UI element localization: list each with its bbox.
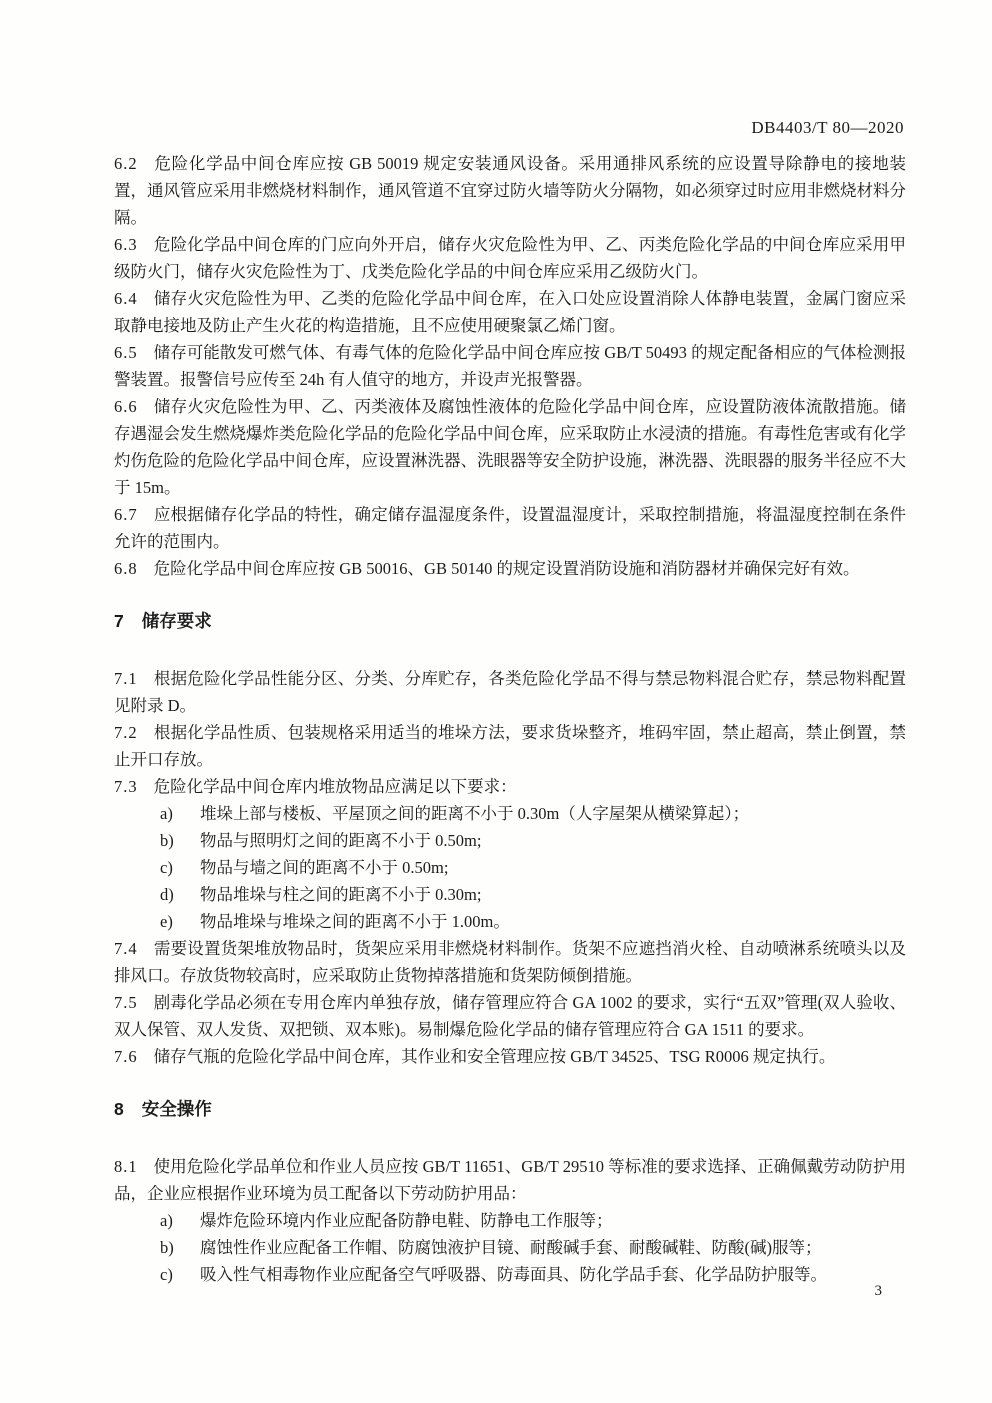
section-heading-8 <box>114 1096 906 1123</box>
clause-text: 使用危险化学品单位和作业人员应按 GB/T 11651、GB/T 29510 等标准的要求选择、正确佩戴劳动防护用品，企业应根据作业环境为员工配备以下劳动防护用品： <box>114 1157 906 1203</box>
list-item <box>114 881 906 908</box>
document-body <box>114 150 906 1288</box>
clause-number: 7.2 <box>114 723 138 742</box>
clause-6-5 <box>114 339 906 393</box>
clause-text: 储存气瓶的危险化学品中间仓库，其作业和安全管理应按 GB/T 34525、TSG R0006 规定执行。 <box>153 1047 836 1066</box>
clause-number: 6.5 <box>114 343 138 362</box>
list-item <box>114 1234 906 1261</box>
section-number: 8 <box>114 1099 124 1119</box>
clause-6-4 <box>114 285 906 339</box>
list-item-text: 腐蚀性作业应配备工作帽、防腐蚀液护目镜、耐酸碱手套、耐酸碱鞋、防酸(碱)服等； <box>200 1238 822 1257</box>
clause-text: 需要设置货架堆放物品时，货架应采用非燃烧材料制作。货架不应遮挡消火栓、自动喷淋系统喷头以及排风口。存放货物较高时，应采取防止货物掉落措施和货架防倾倒措施。 <box>114 939 906 985</box>
list-item <box>114 908 906 935</box>
clause-text: 危险化学品中间仓库的门应向外开启，储存火灾危险性为甲、乙、丙类危险化学品的中间仓库应采用甲级防火门，储存火灾危险性为丁、戊类危险化学品的中间仓库应采用乙级防火门。 <box>114 235 906 281</box>
clause-text: 应根据储存化学品的特性，确定储存温湿度条件，设置温湿度计，采取控制措施，将温湿度控制在条件允许的范围内。 <box>114 505 906 551</box>
clause-number: 6.2 <box>114 154 138 173</box>
list-item-text: 物品堆垛与柱之间的距离不小于 0.30m; <box>200 885 482 904</box>
section-heading-7 <box>114 608 906 635</box>
clause-number: 7.6 <box>114 1047 138 1066</box>
clause-number: 8.1 <box>114 1157 138 1176</box>
clause-text: 储存火灾危险性为甲、乙类的危险化学品中间仓库，在入口处应设置消除人体静电装置，金属门窗应采取静电接地及防止产生火花的构造措施，且不应使用硬聚氯乙烯门窗。 <box>114 289 906 335</box>
section-number: 7 <box>114 611 124 631</box>
clause-text: 储存火灾危险性为甲、乙、丙类液体及腐蚀性液体的危险化学品中间仓库，应设置防液体流散措施。储存遇湿会发生燃烧爆炸类危险化学品的危险化学品中间仓库，应采取防止水浸渍的措施。有毒性危害或有化学灼伤危险的危险化学品中间仓库，应设置淋洗器、洗眼器等安全防护设施，淋洗器、洗眼器的服务半径应不大于 15m。 <box>114 397 906 497</box>
clause-number: 6.3 <box>114 235 138 254</box>
clause-text: 根据危险化学品性能分区、分类、分库贮存，各类危险化学品不得与禁忌物料混合贮存，禁忌物料配置见附录 D。 <box>114 669 906 715</box>
clause-number: 6.4 <box>114 289 138 308</box>
list-marker: a) <box>160 804 173 823</box>
list-marker: c) <box>160 1265 173 1284</box>
clause-6-7 <box>114 501 906 555</box>
list-item-text: 堆垛上部与楼板、平屋顶之间的距离不小于 0.30m（人字屋架从横梁算起）； <box>200 804 750 823</box>
clause-6-8 <box>114 555 906 582</box>
document-header <box>114 118 904 138</box>
list-item <box>114 1207 906 1234</box>
section-title: 安全操作 <box>141 1099 212 1119</box>
list-marker: b) <box>160 1238 174 1257</box>
clause-7-4 <box>114 935 906 989</box>
list-7-3 <box>114 800 906 935</box>
list-marker: b) <box>160 831 174 850</box>
clause-6-2 <box>114 150 906 231</box>
list-marker: d) <box>160 885 174 904</box>
clause-text: 储存可能散发可燃气体、有毒气体的危险化学品中间仓库应按 GB/T 50493 的规定配备相应的气体检测报警装置。报警信号应传至 24h 有人值守的地方，并设声光报警器。 <box>114 343 906 389</box>
document-footer <box>114 1283 882 1300</box>
list-8-1 <box>114 1207 906 1288</box>
clause-7-6 <box>114 1043 906 1070</box>
list-item <box>114 854 906 881</box>
clause-number: 7.3 <box>114 777 138 796</box>
clause-8-1 <box>114 1153 906 1207</box>
clause-number: 7.5 <box>114 993 138 1012</box>
list-marker: e) <box>160 912 173 931</box>
clause-number: 6.8 <box>114 559 138 578</box>
clause-7-3 <box>114 773 906 800</box>
clause-text: 根据化学品性质、包装规格采用适当的堆垛方法，要求货垛整齐，堆码牢固，禁止超高，禁止倒置，禁止开口存放。 <box>114 723 906 769</box>
list-item-text: 物品堆垛与堆垛之间的距离不小于 1.00m。 <box>200 912 510 931</box>
clause-7-2 <box>114 719 906 773</box>
standard-number: DB4403/T 80—2020 <box>751 118 904 137</box>
clause-7-5 <box>114 989 906 1043</box>
list-marker: a) <box>160 1211 173 1230</box>
clause-text: 剧毒化学品必须在专用仓库内单独存放，储存管理应符合 GA 1002 的要求，实行“五双”管理(双人验收、双人保管、双人发货、双把锁、双本账)。易制爆危险化学品的储存管理应符合 GA 1511 的要求。 <box>114 993 906 1039</box>
list-item-text: 爆炸危险环境内作业应配备防静电鞋、防静电工作服等； <box>200 1211 613 1230</box>
list-marker: c) <box>160 858 173 877</box>
list-item-text: 物品与照明灯之间的距离不小于 0.50m; <box>200 831 482 850</box>
clause-6-3 <box>114 231 906 285</box>
clause-number: 6.6 <box>114 397 138 416</box>
list-item <box>114 800 906 827</box>
clause-text: 危险化学品中间仓库应按 GB 50016、GB 50140 的规定设置消防设施和消防器材并确保完好有效。 <box>153 559 860 578</box>
list-item-text: 吸入性气相毒物作业应配备空气呼吸器、防毒面具、防化学品手套、化学品防护服等。 <box>200 1265 827 1284</box>
list-item-text: 物品与墙之间的距离不小于 0.50m; <box>200 858 449 877</box>
clause-6-6 <box>114 393 906 501</box>
clause-number: 7.1 <box>114 669 138 688</box>
section-title: 储存要求 <box>141 611 212 631</box>
clause-text: 危险化学品中间仓库内堆放物品应满足以下要求： <box>153 777 517 796</box>
clause-number: 7.4 <box>114 939 138 958</box>
clause-text: 危险化学品中间仓库应按 GB 50019 规定安装通风设备。采用通排风系统的应设置导除静电的接地装置，通风管应采用非燃烧材料制作，通风管道不宜穿过防火墙等防火分隔物，如必须穿过时应用非燃烧材料分隔。 <box>114 154 906 227</box>
list-item <box>114 827 906 854</box>
clause-number: 6.7 <box>114 505 138 524</box>
page-number: 3 <box>874 1283 882 1299</box>
clause-7-1 <box>114 665 906 719</box>
